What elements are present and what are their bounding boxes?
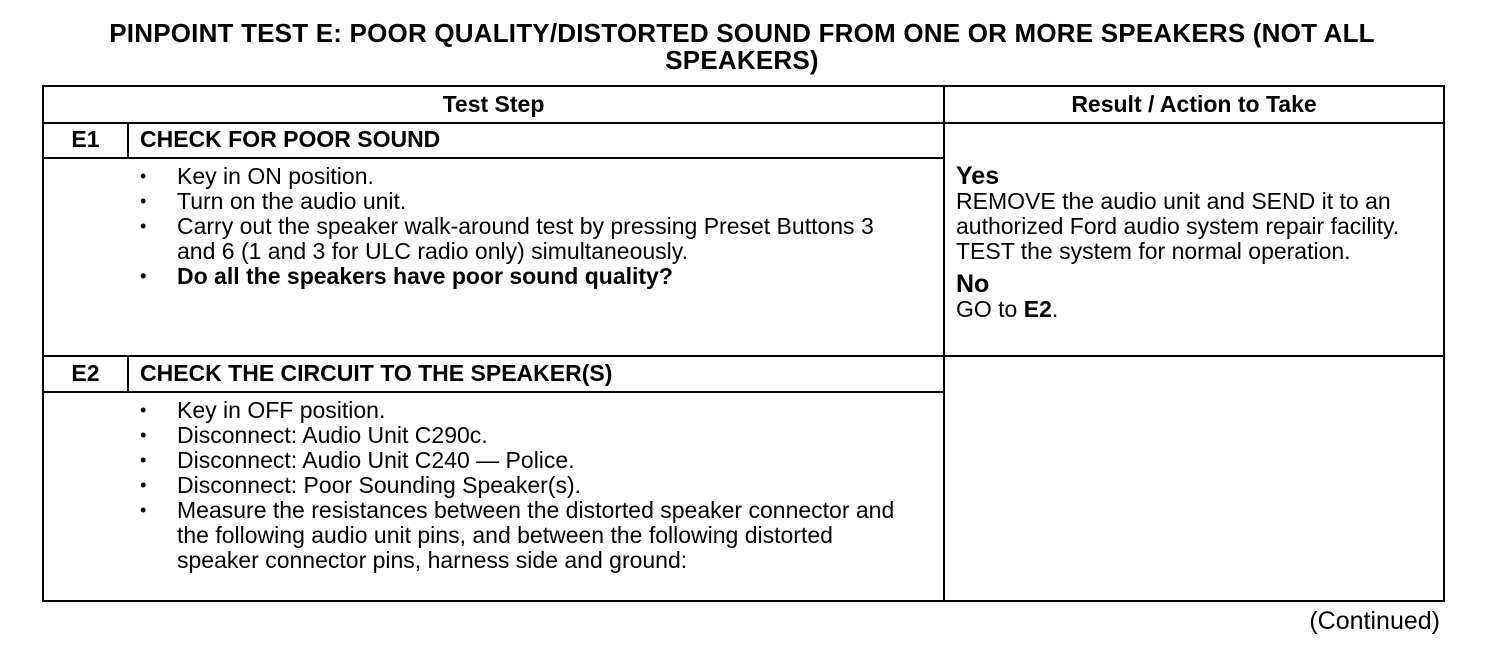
step-e1-instructions [140,164,900,289]
list-item: • Disconnect: Audio Unit C290c. [140,423,900,448]
list-item: • Disconnect: Poor Sounding Speaker(s). [140,473,900,498]
header-test-step: Test Step [442,91,545,117]
test-table [42,85,1445,602]
list-item: • Carry out the speaker walk-around test by pressing Preset Buttons 3 and 6 (1 and 3 for ULC radio only) simultaneously. [140,214,900,264]
column-divider [943,87,945,600]
goto-step-link: E2 [1023,296,1052,322]
result-no-text: GO to E2. [956,296,1059,322]
step-title-e1: CHECK FOR POOR SOUND [140,126,441,152]
list-item: • Turn on the audio unit. [140,189,900,214]
header-result-action: Result / Action to Take [1071,91,1317,117]
continued-note: (Continued) [1309,607,1440,635]
list-item: • Measure the resistances between the distorted speaker connector and the following audio unit pins, and between the following distorted speaker connector pins, harness side and ground: [140,498,900,573]
step-code-e1: E1 [71,126,100,152]
list-item: • Key in OFF position. [140,398,900,423]
step-code-e2: E2 [71,360,100,386]
e1-code-divider [127,122,129,159]
list-item: • Key in ON position. [140,164,900,189]
step-e1-result [956,163,1426,322]
step-e2-instructions [140,398,900,573]
result-yes-text: REMOVE the audio unit and SEND it to an authorized Ford audio system repair facility. TEST the system for normal operation. [956,188,1400,264]
e2-code-divider [127,355,129,392]
page-title: PINPOINT TEST E: POOR QUALITY/DISTORTED SOUND FROM ONE OR MORE SPEAKERS (NOT ALL SPEAKERS) [109,18,1375,75]
list-item: • Do all the speakers have poor sound quality? [140,264,900,289]
e1-title-divider [44,157,944,159]
e2-title-divider [44,391,944,393]
e1-e2-divider [44,355,1443,357]
result-no-label: No [956,270,990,298]
list-item: • Disconnect: Audio Unit C240 — Police. [140,448,900,473]
step-title-e2: CHECK THE CIRCUIT TO THE SPEAKER(S) [140,360,613,386]
result-yes-label: Yes [956,162,1000,190]
